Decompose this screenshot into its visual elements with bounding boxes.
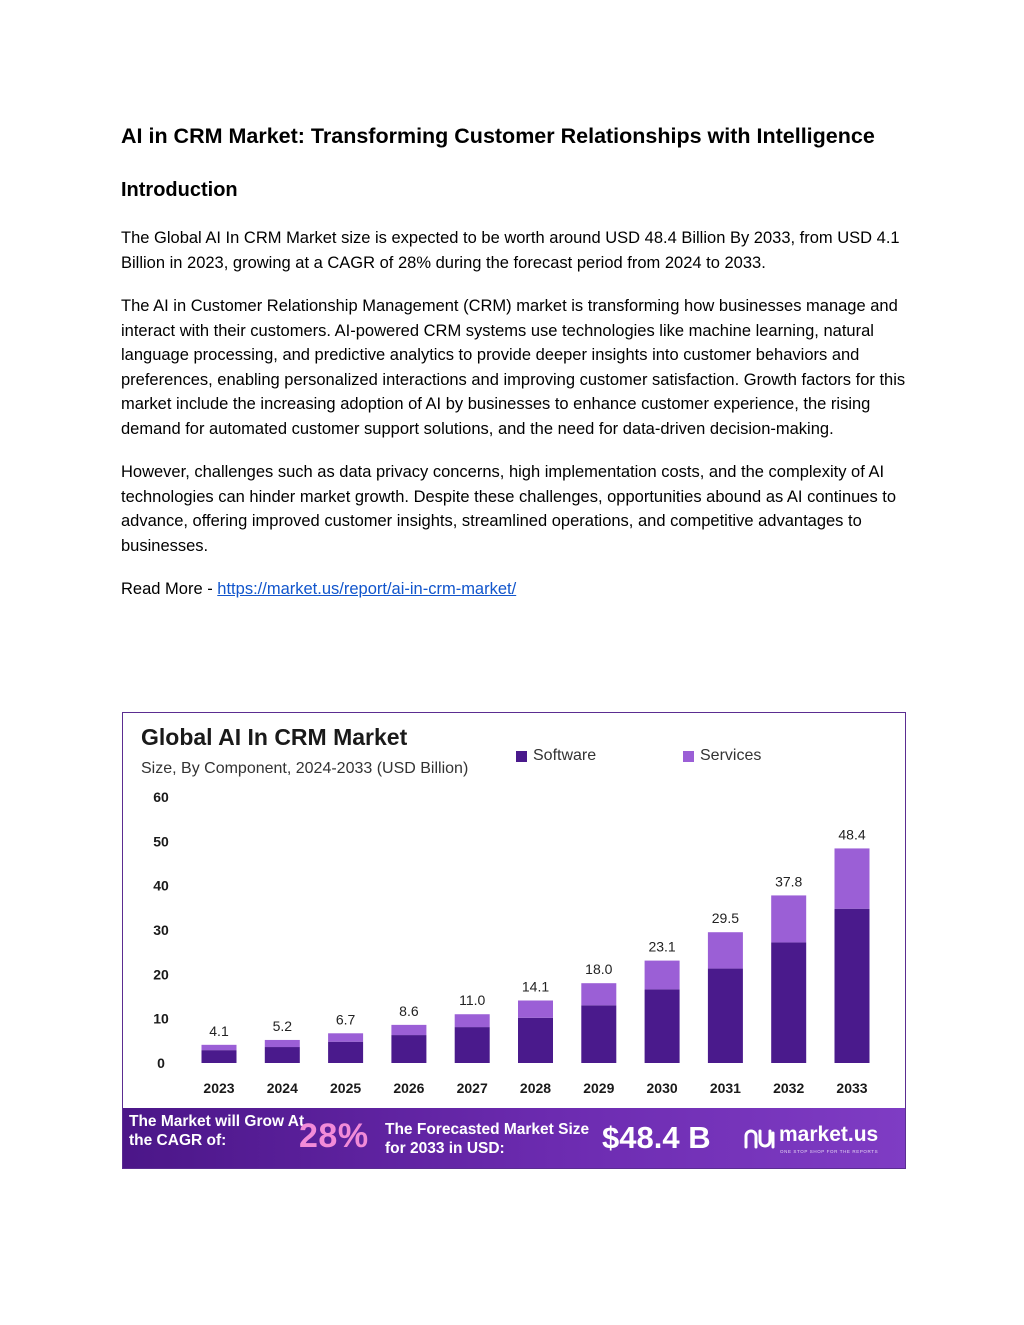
x-tick-label: 2026 [393,1080,425,1096]
banner-cagr-value: 28% [299,1117,369,1155]
banner-forecast-label: The Forecasted Market Size for 2033 in USD: [385,1121,590,1157]
x-tick-label: 2024 [266,1080,298,1096]
bar-services [581,983,616,1005]
y-tick-label: 0 [157,1055,165,1071]
y-tick-label: 40 [153,877,169,894]
bar-services [202,1045,237,1050]
data-label: 14.1 [521,978,550,995]
y-tick-label: 50 [153,833,169,850]
data-label: 5.2 [272,1017,293,1034]
data-label: 37.8 [775,873,803,890]
x-tick-label: 2033 [836,1080,868,1096]
bar-services [835,848,870,908]
legend-services-label: Services [700,747,762,764]
page-title: AI in CRM Market: Transforming Customer Relationships with Intelligence [121,124,875,148]
paragraph-market-size: The Global AI In CRM Market size is expected to be worth around USD 48.4 Billion By 2033, from USD 4.1 Billion in 2023, growing at a CAGR of 28% during the forecast period from 2024 to 2033. [121,229,900,272]
bar-software [708,969,743,1063]
bar-software [328,1042,363,1063]
y-tick-label: 20 [153,966,169,983]
data-label: 18.0 [585,961,613,978]
market-us-logo-icon [743,1127,775,1151]
bar-software [645,989,680,1063]
legend-software [516,747,596,765]
x-tick-label: 2032 [773,1080,805,1096]
bar-services [518,1000,553,1017]
paragraph-overview: The AI in Customer Relationship Management (CRM) market is transforming how businesses manage and interact with their customers. AI-powered CRM systems use technologies like machine learning, natural language processing, and predictive analytics to provide deeper insights into customer behaviors and preferences, enabling personalized interactions and improving customer satisfaction. Growth factors for this market include the increasing adoption of AI by businesses to enhance customer experience, the rising demand for automated customer support solutions, and the need for data-driven decision-making. [121,297,906,438]
legend-software-swatch [516,751,527,762]
paragraph-challenges: However, challenges such as data privacy concerns, high implementation costs, and the complexity of AI technologies can hinder market growth. Despite these challenges, opportunities abound as AI continues to advance, offering improved customer insights, streamlined operations, and competitive advantages to businesses. [121,463,897,555]
x-tick-label: 2023 [203,1080,235,1096]
bar-software [455,1027,490,1063]
document-body [121,120,911,602]
x-tick-label: 2029 [583,1080,615,1096]
y-tick-label: 10 [153,1010,169,1027]
banner-cagr-label: The Market will Grow At the CAGR of: [129,1113,305,1149]
bar-software [581,1005,616,1063]
bar-services [391,1025,426,1035]
bar-services [771,895,806,942]
bar-software [771,942,806,1063]
chart-subtitle: Size, By Component, 2024-2033 (USD Billion) [141,760,469,777]
bar-software [391,1035,426,1063]
x-tick-label: 2025 [330,1080,362,1096]
banner-forecast-value: $48.4 B [602,1120,711,1155]
x-tick-label: 2030 [646,1080,678,1096]
bar-services [708,932,743,968]
y-tick-label: 30 [153,922,169,938]
data-label: 8.6 [399,1002,419,1019]
x-tick-label: 2031 [709,1080,741,1096]
data-label: 23.1 [648,938,676,955]
data-label: 6.7 [335,1011,356,1028]
legend-software-label: Software [533,747,597,764]
bar-software [835,909,870,1063]
bar-software [518,1018,553,1063]
bar-software [265,1047,300,1063]
read-more-label: Read More - [121,580,218,598]
y-tick-label: 60 [153,789,169,805]
bar-software [202,1050,237,1063]
bar-services [645,961,680,990]
data-label: 4.1 [209,1022,229,1039]
bar-services [455,1014,490,1027]
bar-services [328,1033,363,1041]
brand-name: market.us [779,1123,879,1146]
data-label: 29.5 [711,910,740,927]
bar-services [265,1040,300,1047]
data-label: 48.4 [838,826,866,843]
chart-title: Global AI In CRM Market [141,724,408,750]
read-more-line [121,577,911,602]
brand-tagline: ONE STOP SHOP FOR THE REPORTS [780,1149,879,1154]
legend-services-swatch [683,751,694,762]
market-chart-figure [122,712,906,1169]
x-tick-label: 2027 [456,1080,488,1096]
data-label: 11.0 [459,992,486,1009]
x-tick-label: 2028 [519,1080,552,1096]
read-more-link[interactable]: https://market.us/report/ai-in-crm-market/ [217,580,517,598]
section-heading: Introduction [121,179,238,201]
summary-banner [123,1108,906,1169]
legend-services [683,747,761,765]
